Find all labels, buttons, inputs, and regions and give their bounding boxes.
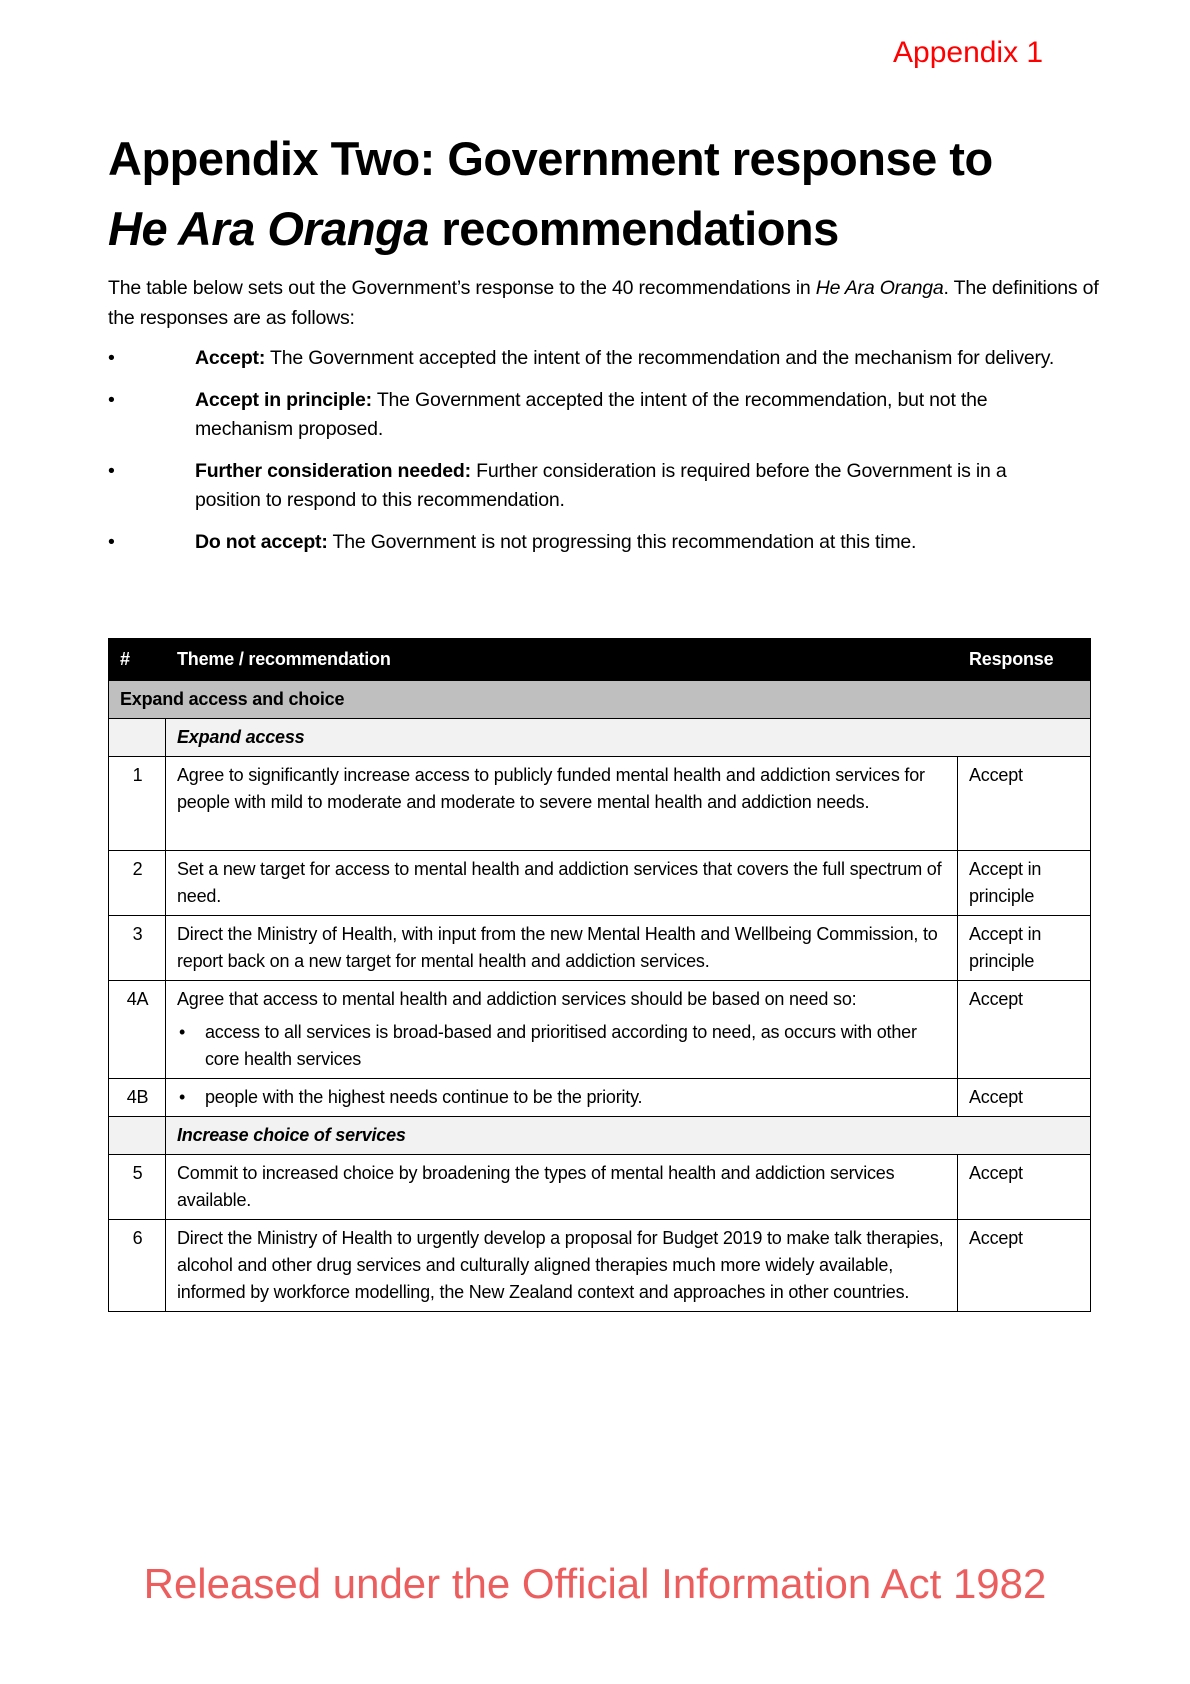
- bullet-icon: •: [108, 460, 115, 482]
- row-response: Accept: [958, 981, 1091, 1079]
- definition-term: Accept in principle:: [195, 389, 372, 411]
- row-bullet: [177, 1084, 947, 1111]
- row-text-main: Agree that access to mental health and addiction services should be based on need so:: [177, 989, 857, 1009]
- row-text: [166, 1079, 958, 1117]
- intro-text: The table below sets out the Government’s response to the 40 recommendations in: [108, 277, 816, 299]
- row-number: 4A: [109, 981, 166, 1079]
- definition-text: The Government accepted the intent of the recommendation and the mechanism for delivery.: [265, 347, 1055, 369]
- title-rest: recommendations: [428, 202, 839, 255]
- intro-paragraph: [108, 273, 1108, 333]
- row-text: Set a new target for access to mental health and addiction services that covers the full spectrum of need.: [166, 851, 958, 916]
- definition-item: [108, 528, 1068, 557]
- row-number: 1: [109, 757, 166, 851]
- row-bullet-text: people with the highest needs continue to be the priority.: [205, 1087, 643, 1107]
- table-row: [109, 1079, 1091, 1117]
- intro-italic: He Ara Oranga: [815, 277, 944, 299]
- table-row: [109, 757, 1091, 851]
- row-response: Accept: [958, 1155, 1091, 1220]
- definitions-list: [108, 344, 1068, 570]
- row-text: Direct the Ministry of Health, with input from the new Mental Health and Wellbeing Commission, to report back on a new target for mental health and addiction services.: [166, 916, 958, 981]
- row-response: Accept: [958, 757, 1091, 851]
- bullet-icon: •: [108, 389, 115, 411]
- intro-text-end: . The definitions of the responses are as follows:: [108, 277, 1099, 329]
- row-response: Accept in principle: [958, 916, 1091, 981]
- header-theme: Theme / recommendation: [166, 639, 958, 681]
- row-bullet: [177, 1019, 947, 1073]
- table-row: [109, 916, 1091, 981]
- appendix-label: Appendix 1: [893, 36, 1044, 69]
- row-response: Accept: [958, 1079, 1091, 1117]
- header-response: Response: [958, 639, 1091, 681]
- definition-term: Do not accept:: [195, 531, 328, 553]
- row-text: Commit to increased choice by broadening the types of mental health and addiction services available.: [166, 1155, 958, 1220]
- definition-term: Accept:: [195, 347, 266, 369]
- table-row: [109, 1220, 1091, 1312]
- bullet-icon: •: [108, 347, 115, 369]
- table-row: [109, 1155, 1091, 1220]
- watermark: Released under the Official Information Act 1982: [143, 1560, 1047, 1607]
- row-text: [166, 981, 958, 1079]
- definition-item: [108, 386, 1068, 444]
- recommendations-table: [108, 638, 1091, 1312]
- definition-item: [108, 344, 1068, 373]
- bullet-icon: •: [108, 531, 115, 553]
- row-number: 6: [109, 1220, 166, 1312]
- definition-text: Further consideration is required before the Government is in a position to respond to this recommendation.: [195, 460, 1007, 511]
- row-response: Accept: [958, 1220, 1091, 1312]
- empty-cell: [109, 1117, 166, 1155]
- table-header: [109, 639, 1091, 681]
- subsection-row: [109, 1117, 1091, 1155]
- bullet-icon: •: [179, 1087, 186, 1107]
- row-number: 4B: [109, 1079, 166, 1117]
- title-line1: Appendix Two: Government response to: [108, 132, 993, 185]
- header-number: #: [109, 639, 166, 681]
- title-italic: He Ara Oranga: [108, 202, 429, 255]
- section-title: Expand access and choice: [109, 681, 1091, 719]
- subsection-title: Increase choice of services: [166, 1117, 1091, 1155]
- table-row: [109, 851, 1091, 916]
- page-title: [108, 124, 1168, 264]
- empty-cell: [109, 719, 166, 757]
- bullet-icon: •: [179, 1022, 186, 1042]
- row-text: Direct the Ministry of Health to urgently develop a proposal for Budget 2019 to make talk therapies, alcohol and other drug services and culturally aligned therapies much more widely available, informed by workforce modelling, the New Zealand context and approaches in other countries.: [166, 1220, 958, 1312]
- row-number: 5: [109, 1155, 166, 1220]
- row-text: Agree to significantly increase access to publicly funded mental health and addiction services for people with mild to moderate and moderate to severe mental health and addiction needs.: [166, 757, 958, 851]
- row-bullet-text: access to all services is broad-based and prioritised according to need, as occurs with other core health services: [205, 1022, 917, 1069]
- definition-text: The Government accepted the intent of the recommendation, but not the mechanism proposed.: [195, 389, 988, 440]
- definition-item: [108, 457, 1068, 515]
- row-response: Accept in principle: [958, 851, 1091, 916]
- row-number: 3: [109, 916, 166, 981]
- subsection-title: Expand access: [166, 719, 1091, 757]
- definition-text: The Government is not progressing this recommendation at this time.: [327, 531, 917, 553]
- definition-term: Further consideration needed:: [195, 460, 471, 482]
- row-number: 2: [109, 851, 166, 916]
- section-row: [109, 681, 1091, 719]
- subsection-row: [109, 719, 1091, 757]
- table-row: [109, 981, 1091, 1079]
